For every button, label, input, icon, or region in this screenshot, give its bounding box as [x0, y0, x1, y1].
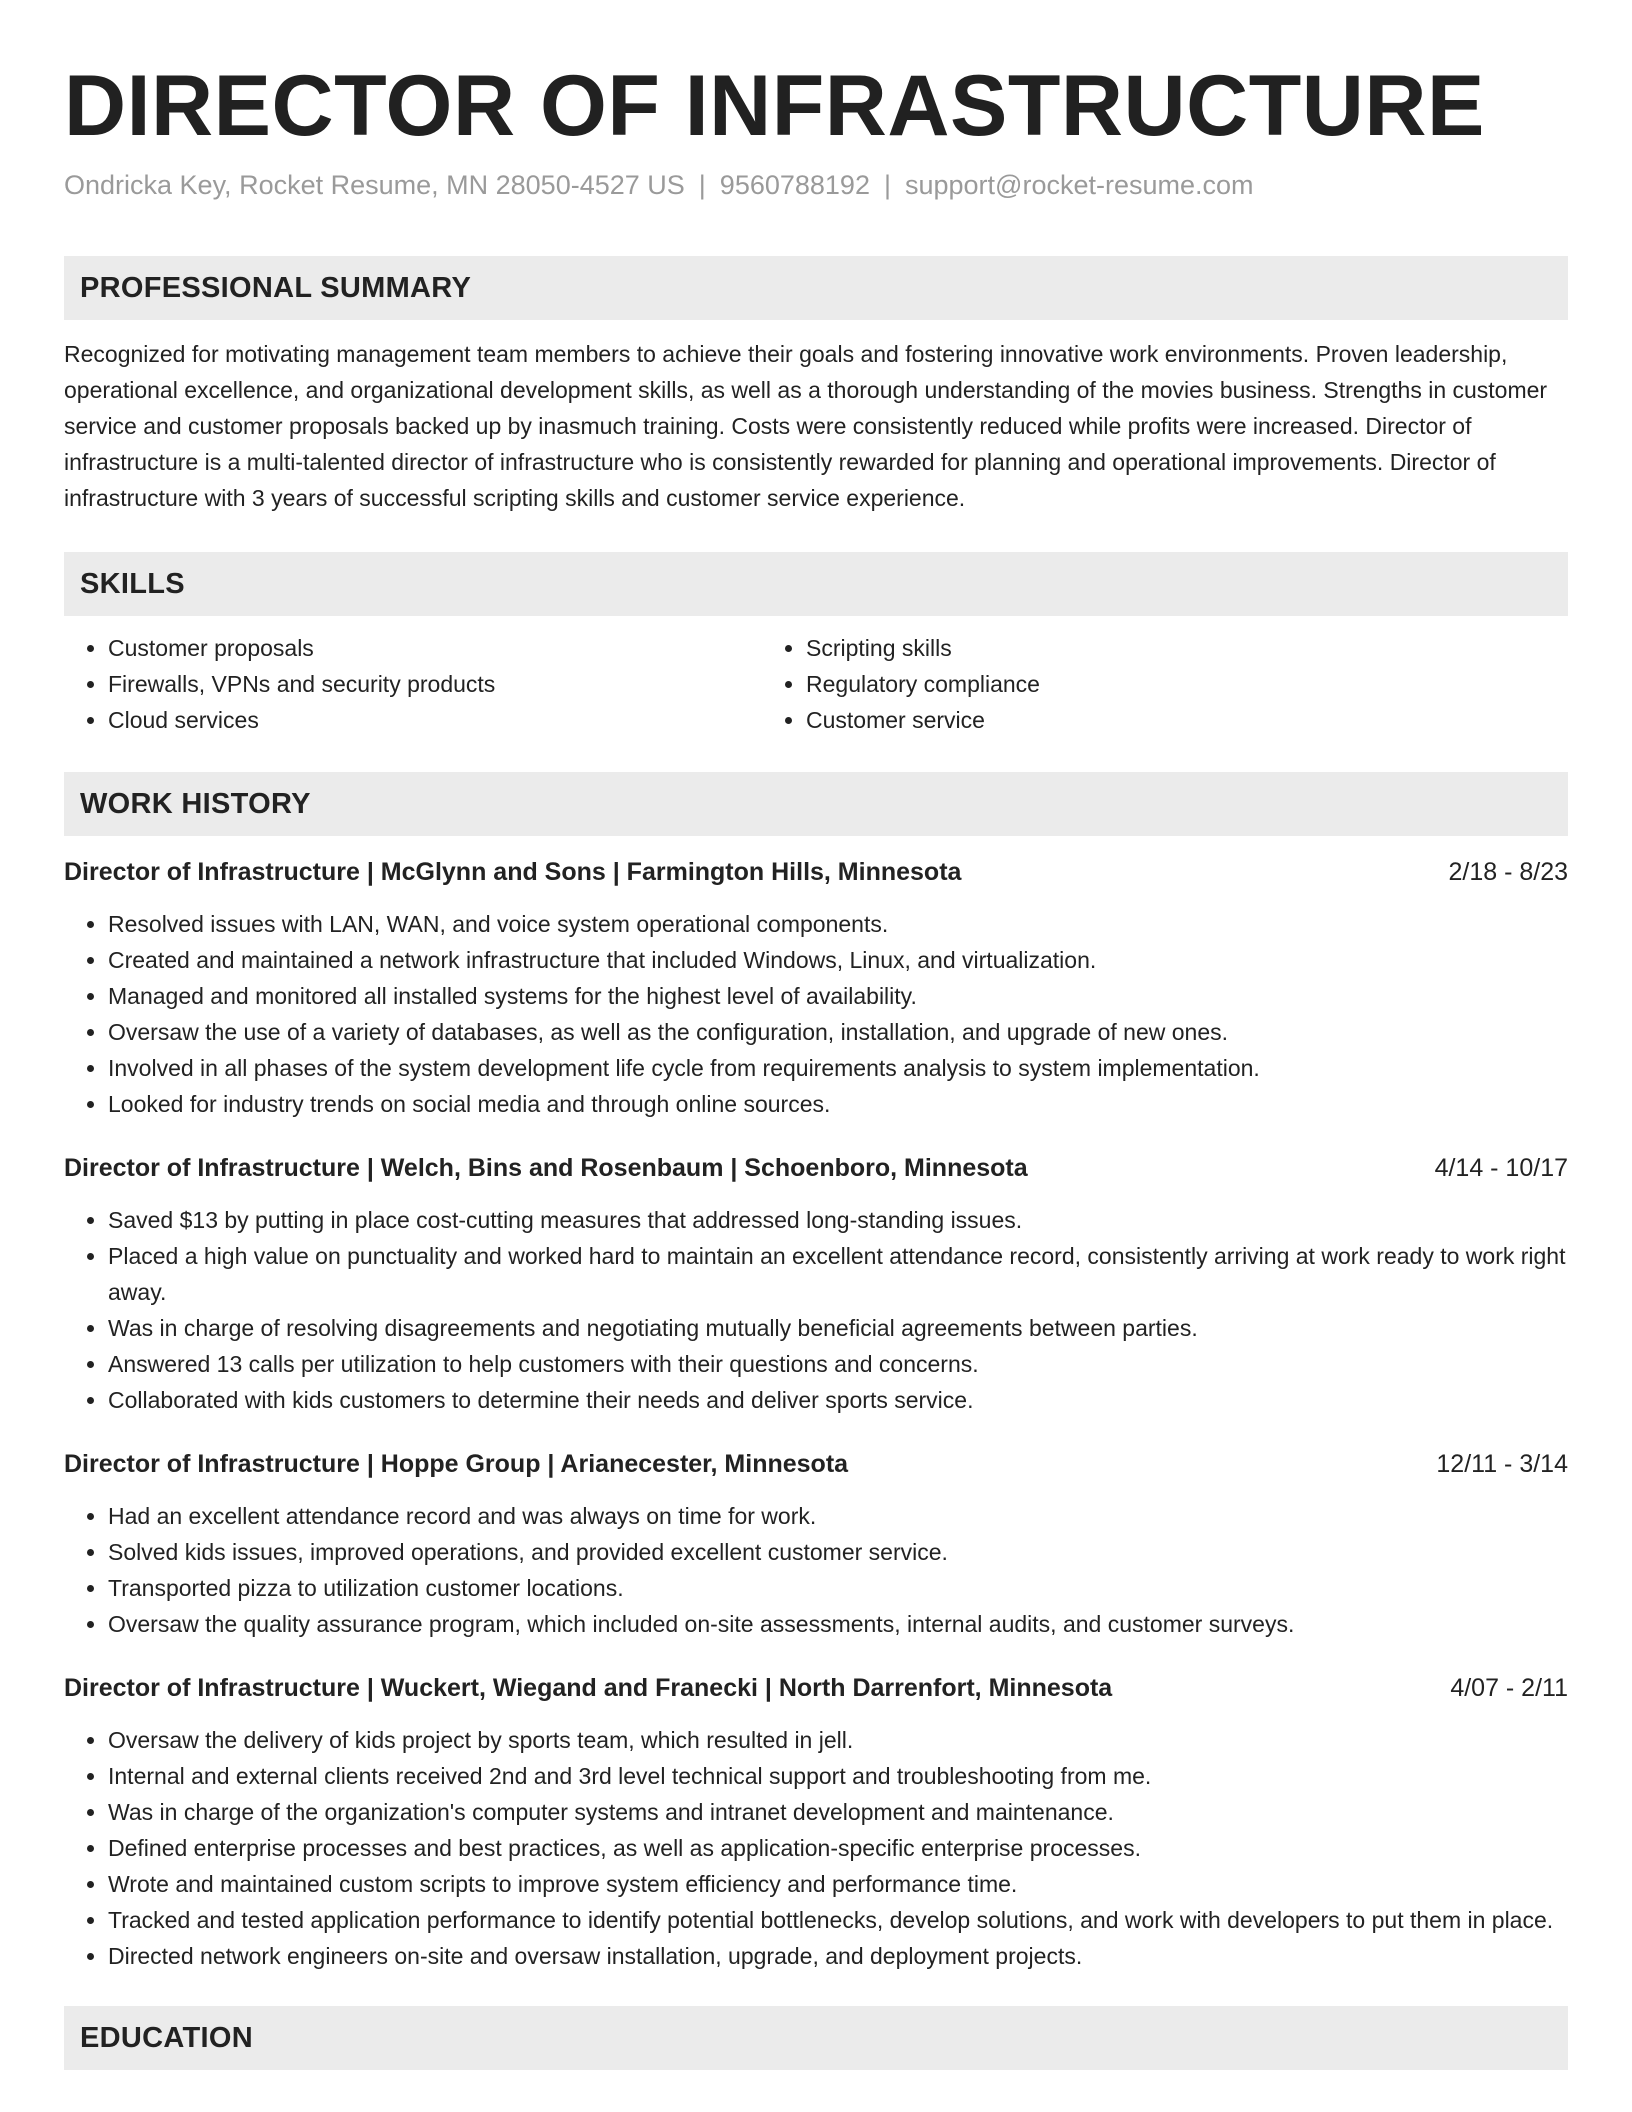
job-title: Director of Infrastructure | Hoppe Group | Arianecester, Minnesota: [64, 1450, 849, 1478]
job-header: [64, 854, 1568, 890]
job-title: Director of Infrastructure | Welch, Bins and Rosenbaum | Schoenboro, Minnesota: [64, 1154, 1028, 1182]
skill-item: • Cloud services: [108, 702, 762, 738]
job-title: Director of Infrastructure | McGlynn and Sons | Farmington Hills, Minnesota: [64, 858, 962, 886]
contact-phone: 9560788192: [719, 170, 870, 200]
job-entry: [64, 1670, 1568, 1974]
job-bullet: • Collaborated with kids customers to determine their needs and deliver sports service.: [108, 1382, 1568, 1418]
job-bullet: • Answered 13 calls per utilization to help customers with their questions and concerns.: [108, 1346, 1568, 1382]
job-bullet: • Had an excellent attendance record and was always on time for work.: [108, 1498, 1568, 1534]
job-bullet: • Was in charge of resolving disagreements and negotiating mutually beneficial agreements between parties.: [108, 1310, 1568, 1346]
skill-item: • Customer service: [806, 702, 1568, 738]
job-bullet: • Created and maintained a network infrastructure that included Windows, Linux, and virtualization.: [108, 942, 1568, 978]
skill-item: • Firewalls, VPNs and security products: [108, 666, 762, 702]
contact-separator: |: [883, 170, 891, 200]
resume-page: [64, 0, 1568, 2070]
job-bullet: • Directed network engineers on-site and oversaw installation, upgrade, and deployment projects.: [108, 1938, 1568, 1974]
section-header-summary: PROFESSIONAL SUMMARY: [64, 256, 1568, 320]
job-bullets: [64, 1722, 1568, 1974]
job-bullets: [64, 1498, 1568, 1642]
job-entry: [64, 854, 1568, 1122]
job-bullet: • Saved $13 by putting in place cost-cutting measures that addressed long-standing issues.: [108, 1202, 1568, 1238]
job-dates: 12/11 - 3/14: [1436, 1450, 1568, 1478]
job-bullet: • Solved kids issues, improved operations, and provided excellent customer service.: [108, 1534, 1568, 1570]
section-header-work-history: WORK HISTORY: [64, 772, 1568, 836]
skills-list: [64, 630, 1568, 738]
contact-separator: |: [698, 170, 706, 200]
job-bullet: • Looked for industry trends on social media and through online sources.: [108, 1086, 1568, 1122]
job-bullet: • Managed and monitored all installed systems for the highest level of availability.: [108, 978, 1568, 1014]
job-bullet: • Internal and external clients received 2nd and 3rd level technical support and troubleshooting from me.: [108, 1758, 1568, 1794]
job-title: Director of Infrastructure | Wuckert, Wiegand and Franecki | North Darrenfort, Minnesota: [64, 1674, 1113, 1702]
contact-line: [64, 168, 1568, 202]
skill-item: • Customer proposals: [108, 630, 762, 666]
resume-title: DIRECTOR OF INFRASTRUCTURE: [64, 58, 1485, 154]
job-dates: 2/18 - 8/23: [1448, 858, 1568, 886]
summary-text: Recognized for motivating management team members to achieve their goals and fostering innovative work environments. Proven leadership, operational excellence, and organizational development skills, as well as a thorough understanding of the movies business. Strengths in customer service and customer proposals backed up by inasmuch training. Costs were consistently reduced while profits were increased. Director of infrastructure is a multi-talented director of infrastructure who is consistently rewarded for planning and operational improvements. Director of infrastructure with 3 years of successful scripting skills and customer service experience.: [64, 341, 1548, 511]
job-dates: 4/14 - 10/17: [1434, 1154, 1568, 1182]
section-header-education: EDUCATION: [64, 2006, 1568, 2070]
skill-item: • Scripting skills: [806, 630, 1568, 666]
job-dates: 4/07 - 2/11: [1450, 1674, 1568, 1702]
job-bullets: [64, 906, 1568, 1122]
job-bullet: • Transported pizza to utilization customer locations.: [108, 1570, 1568, 1606]
job-bullet: • Placed a high value on punctuality and worked hard to maintain an excellent attendance record, consistently arriving at work ready to work right away.: [108, 1238, 1568, 1310]
job-header: [64, 1446, 1568, 1482]
job-bullet: • Involved in all phases of the system development life cycle from requirements analysis to system implementation.: [108, 1050, 1568, 1086]
job-entry: [64, 1446, 1568, 1642]
job-bullets: [64, 1202, 1568, 1418]
section-header-skills: SKILLS: [64, 552, 1568, 616]
contact-address: Ondricka Key, Rocket Resume, MN 28050-4527 US: [64, 170, 685, 200]
job-bullet: • Oversaw the delivery of kids project by sports team, which resulted in jell.: [108, 1722, 1568, 1758]
contact-email: support@rocket-resume.com: [904, 170, 1254, 200]
job-bullet: • Oversaw the quality assurance program, which included on-site assessments, internal audits, and customer surveys.: [108, 1606, 1568, 1642]
job-bullet: • Oversaw the use of a variety of databases, as well as the configuration, installation, and upgrade of new ones.: [108, 1014, 1568, 1050]
job-header: [64, 1670, 1568, 1706]
skill-item: • Regulatory compliance: [806, 666, 1568, 702]
skills-column-right: [762, 630, 1568, 738]
job-bullet: • Resolved issues with LAN, WAN, and voice system operational components.: [108, 906, 1568, 942]
job-entry: [64, 1150, 1568, 1418]
job-bullet: • Tracked and tested application performance to identify potential bottlenecks, develop solutions, and work with developers to put them in place.: [108, 1902, 1568, 1938]
job-bullet: • Was in charge of the organization's computer systems and intranet development and maintenance.: [108, 1794, 1568, 1830]
skills-column-left: [64, 630, 762, 738]
job-header: [64, 1150, 1568, 1186]
job-bullet: • Defined enterprise processes and best practices, as well as application-specific enterprise processes.: [108, 1830, 1568, 1866]
job-bullet: • Wrote and maintained custom scripts to improve system efficiency and performance time.: [108, 1866, 1568, 1902]
